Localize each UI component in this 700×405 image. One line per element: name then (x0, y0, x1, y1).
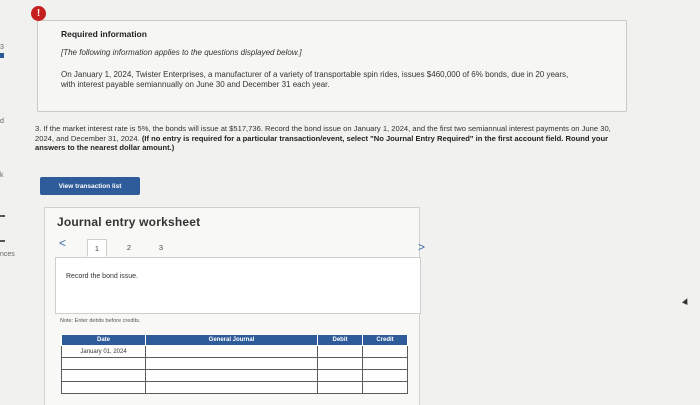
instruction-text: Record the bond issue. (66, 273, 138, 280)
gutter-divider (0, 215, 5, 217)
gutter-label-3: k (0, 172, 4, 179)
cursor-arrow-icon (682, 297, 690, 305)
gutter-label-2: d (0, 118, 4, 125)
debit-cell[interactable] (318, 358, 363, 370)
gutter-label-4: nces (0, 251, 15, 258)
required-info-box (37, 20, 627, 112)
prev-chevron-icon[interactable]: < (59, 236, 67, 250)
worksheet-title: Journal entry worksheet (57, 215, 201, 229)
table-row (62, 370, 408, 382)
col-header-date: Date (62, 335, 146, 346)
view-transaction-list-button[interactable]: View transaction list (40, 177, 140, 195)
left-gutter (0, 0, 14, 405)
journal-table (61, 334, 408, 394)
gutter-label-1: 3 (0, 44, 4, 51)
date-cell[interactable] (62, 370, 146, 382)
date-cell[interactable]: January 01, 2024 (62, 346, 146, 358)
question-text (35, 124, 625, 153)
gutter-divider (0, 240, 5, 242)
credit-cell[interactable] (363, 358, 408, 370)
table-row (62, 382, 408, 394)
debits-note: Note: Enter debits before credits. (60, 318, 141, 324)
alert-icon: ! (31, 6, 46, 21)
credit-cell[interactable] (363, 382, 408, 394)
col-header-debit: Debit (318, 335, 363, 346)
required-info-note: [The following information applies to the questions displayed below.] (61, 48, 302, 57)
required-info-body: On January 1, 2024, Twister Enterprises, a manufacturer of a variety of transportable spin rides, issues $460,000 of 6% bonds, due in 20 years, with interest payable semiannually on June 30 and December 31 each year. (61, 70, 569, 89)
debit-cell[interactable] (318, 382, 363, 394)
credit-cell[interactable] (363, 370, 408, 382)
next-chevron-icon[interactable]: > (418, 240, 426, 254)
required-info-title: Required information (61, 29, 147, 39)
date-cell[interactable] (62, 382, 146, 394)
account-cell[interactable] (146, 346, 318, 358)
debit-cell[interactable] (318, 370, 363, 382)
account-cell[interactable] (146, 382, 318, 394)
journal-entry-worksheet (44, 207, 420, 405)
tab-2[interactable]: 2 (126, 243, 132, 252)
instruction-box (55, 257, 421, 314)
table-row (62, 346, 408, 358)
tab-3[interactable]: 3 (158, 243, 164, 252)
question-instructions: (If no entry is required for a particular transaction/event, select "No Journal Entry Required" in the first account field. Round your answers to the nearest dollar amount.) (35, 133, 609, 153)
question-main: 3. If the market interest rate is 5%, the bonds will issue at $517,736. Record the bond issue on January 1, 2024, and the first two semiannual interest payments on June 30, 2024, and December 31, 2024. (35, 124, 611, 143)
debit-cell[interactable] (318, 346, 363, 358)
account-cell[interactable] (146, 358, 318, 370)
date-cell[interactable] (62, 358, 146, 370)
gutter-marker (0, 53, 4, 58)
col-header-general-journal: General Journal (146, 335, 318, 346)
col-header-credit: Credit (363, 335, 408, 346)
table-row (62, 358, 408, 370)
tab-1[interactable]: 1 (87, 239, 107, 257)
account-cell[interactable] (146, 370, 318, 382)
credit-cell[interactable] (363, 346, 408, 358)
